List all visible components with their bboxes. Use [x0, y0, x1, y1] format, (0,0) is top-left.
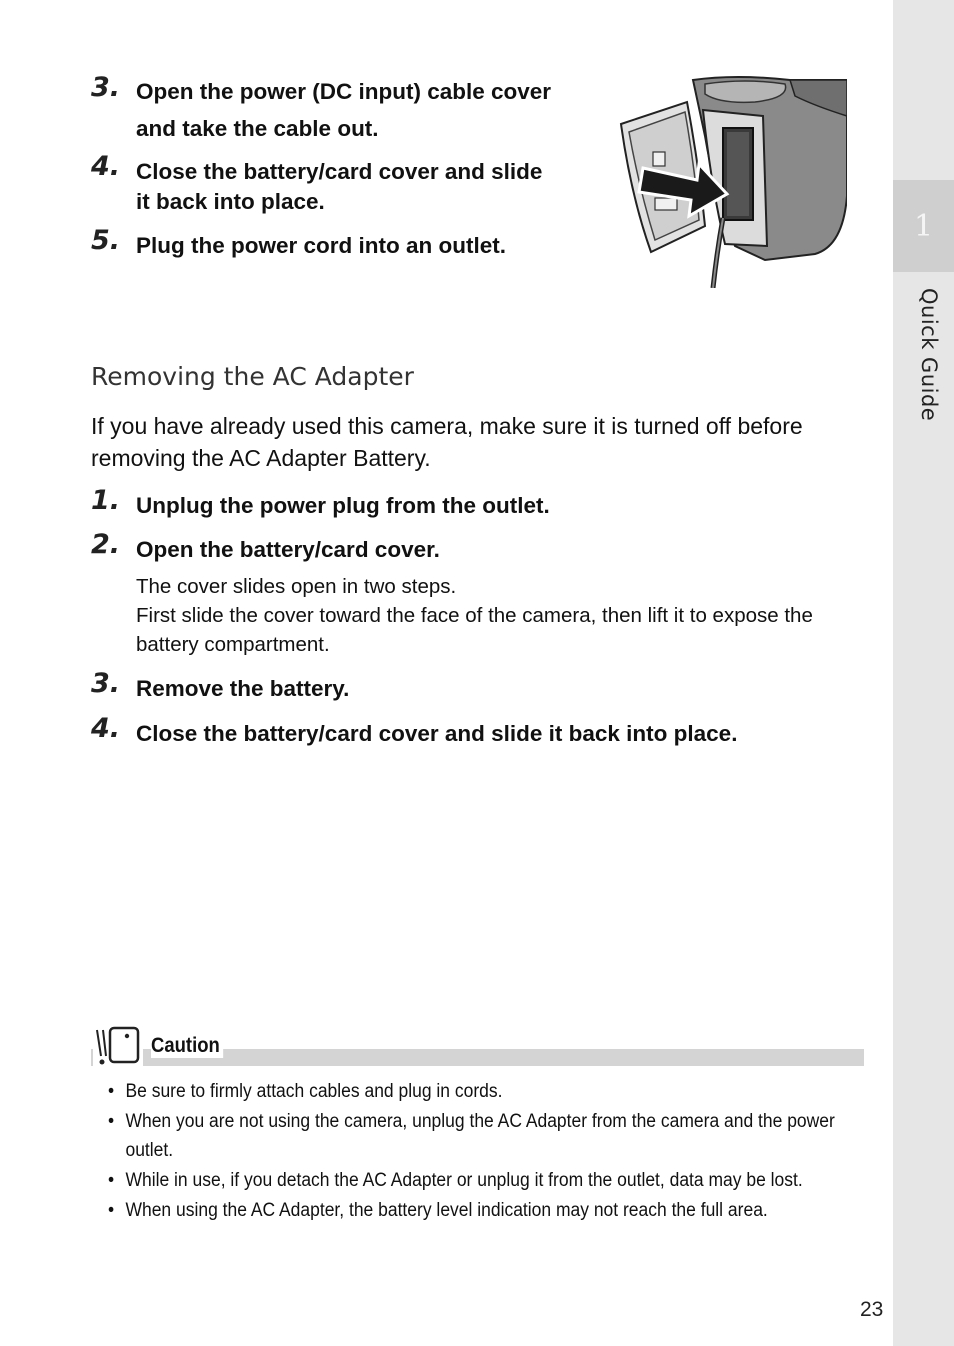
- caution-item: • Be sure to firmly attach cables and plug in cords.: [108, 1077, 875, 1106]
- step-number: 3.: [91, 72, 121, 103]
- caution-item: • When you are not using the camera, unplug the AC Adapter from the camera and the power outlet.: [108, 1107, 875, 1165]
- detail-line-2: First slide the cover toward the face of the camera, then lift it to expose the battery compartment.: [136, 604, 813, 656]
- caution-title: Caution: [151, 1034, 223, 1058]
- step-number: 5.: [91, 225, 121, 256]
- step-text: Unplug the power plug from the outlet.: [136, 493, 550, 518]
- step-2-detail: [136, 572, 866, 659]
- camera-battery-illustration: [615, 76, 847, 288]
- page-number: 23: [860, 1298, 884, 1321]
- chapter-tab: [893, 180, 954, 272]
- detail-line-1: The cover slides open in two steps.: [136, 575, 457, 598]
- section-title: Removing the AC Adapter: [91, 362, 414, 391]
- step-text: Remove the battery.: [136, 676, 350, 701]
- caution-list: [108, 1077, 858, 1226]
- section-intro: If you have already used this camera, make sure it is turned off before removing the AC Adapter Battery.: [91, 413, 803, 471]
- step-number: 2.: [91, 529, 121, 560]
- step-number: 3.: [91, 668, 121, 699]
- step-text: Open the power (DC input) cable cover and take the cable out.: [136, 79, 552, 141]
- caution-item: • When using the AC Adapter, the battery level indication may not reach the full area.: [108, 1196, 875, 1225]
- chapter-number: 1: [913, 208, 934, 244]
- step-number: 1.: [91, 485, 121, 516]
- step-number: 4.: [91, 713, 121, 744]
- caution-icon: [93, 1024, 143, 1066]
- chapter-label: Quick Guide: [917, 288, 941, 422]
- caution-item: • While in use, if you detach the AC Adapter or unplug it from the outlet, data may be lost.: [108, 1166, 875, 1195]
- step-number: 4.: [91, 151, 121, 182]
- step-text: Close the battery/card cover and slide it back into place.: [136, 721, 738, 746]
- step-text: Close the battery/card cover and slide it back into place.: [136, 159, 543, 214]
- step-text: Open the battery/card cover.: [136, 537, 440, 562]
- step-text: Plug the power cord into an outlet.: [136, 233, 506, 258]
